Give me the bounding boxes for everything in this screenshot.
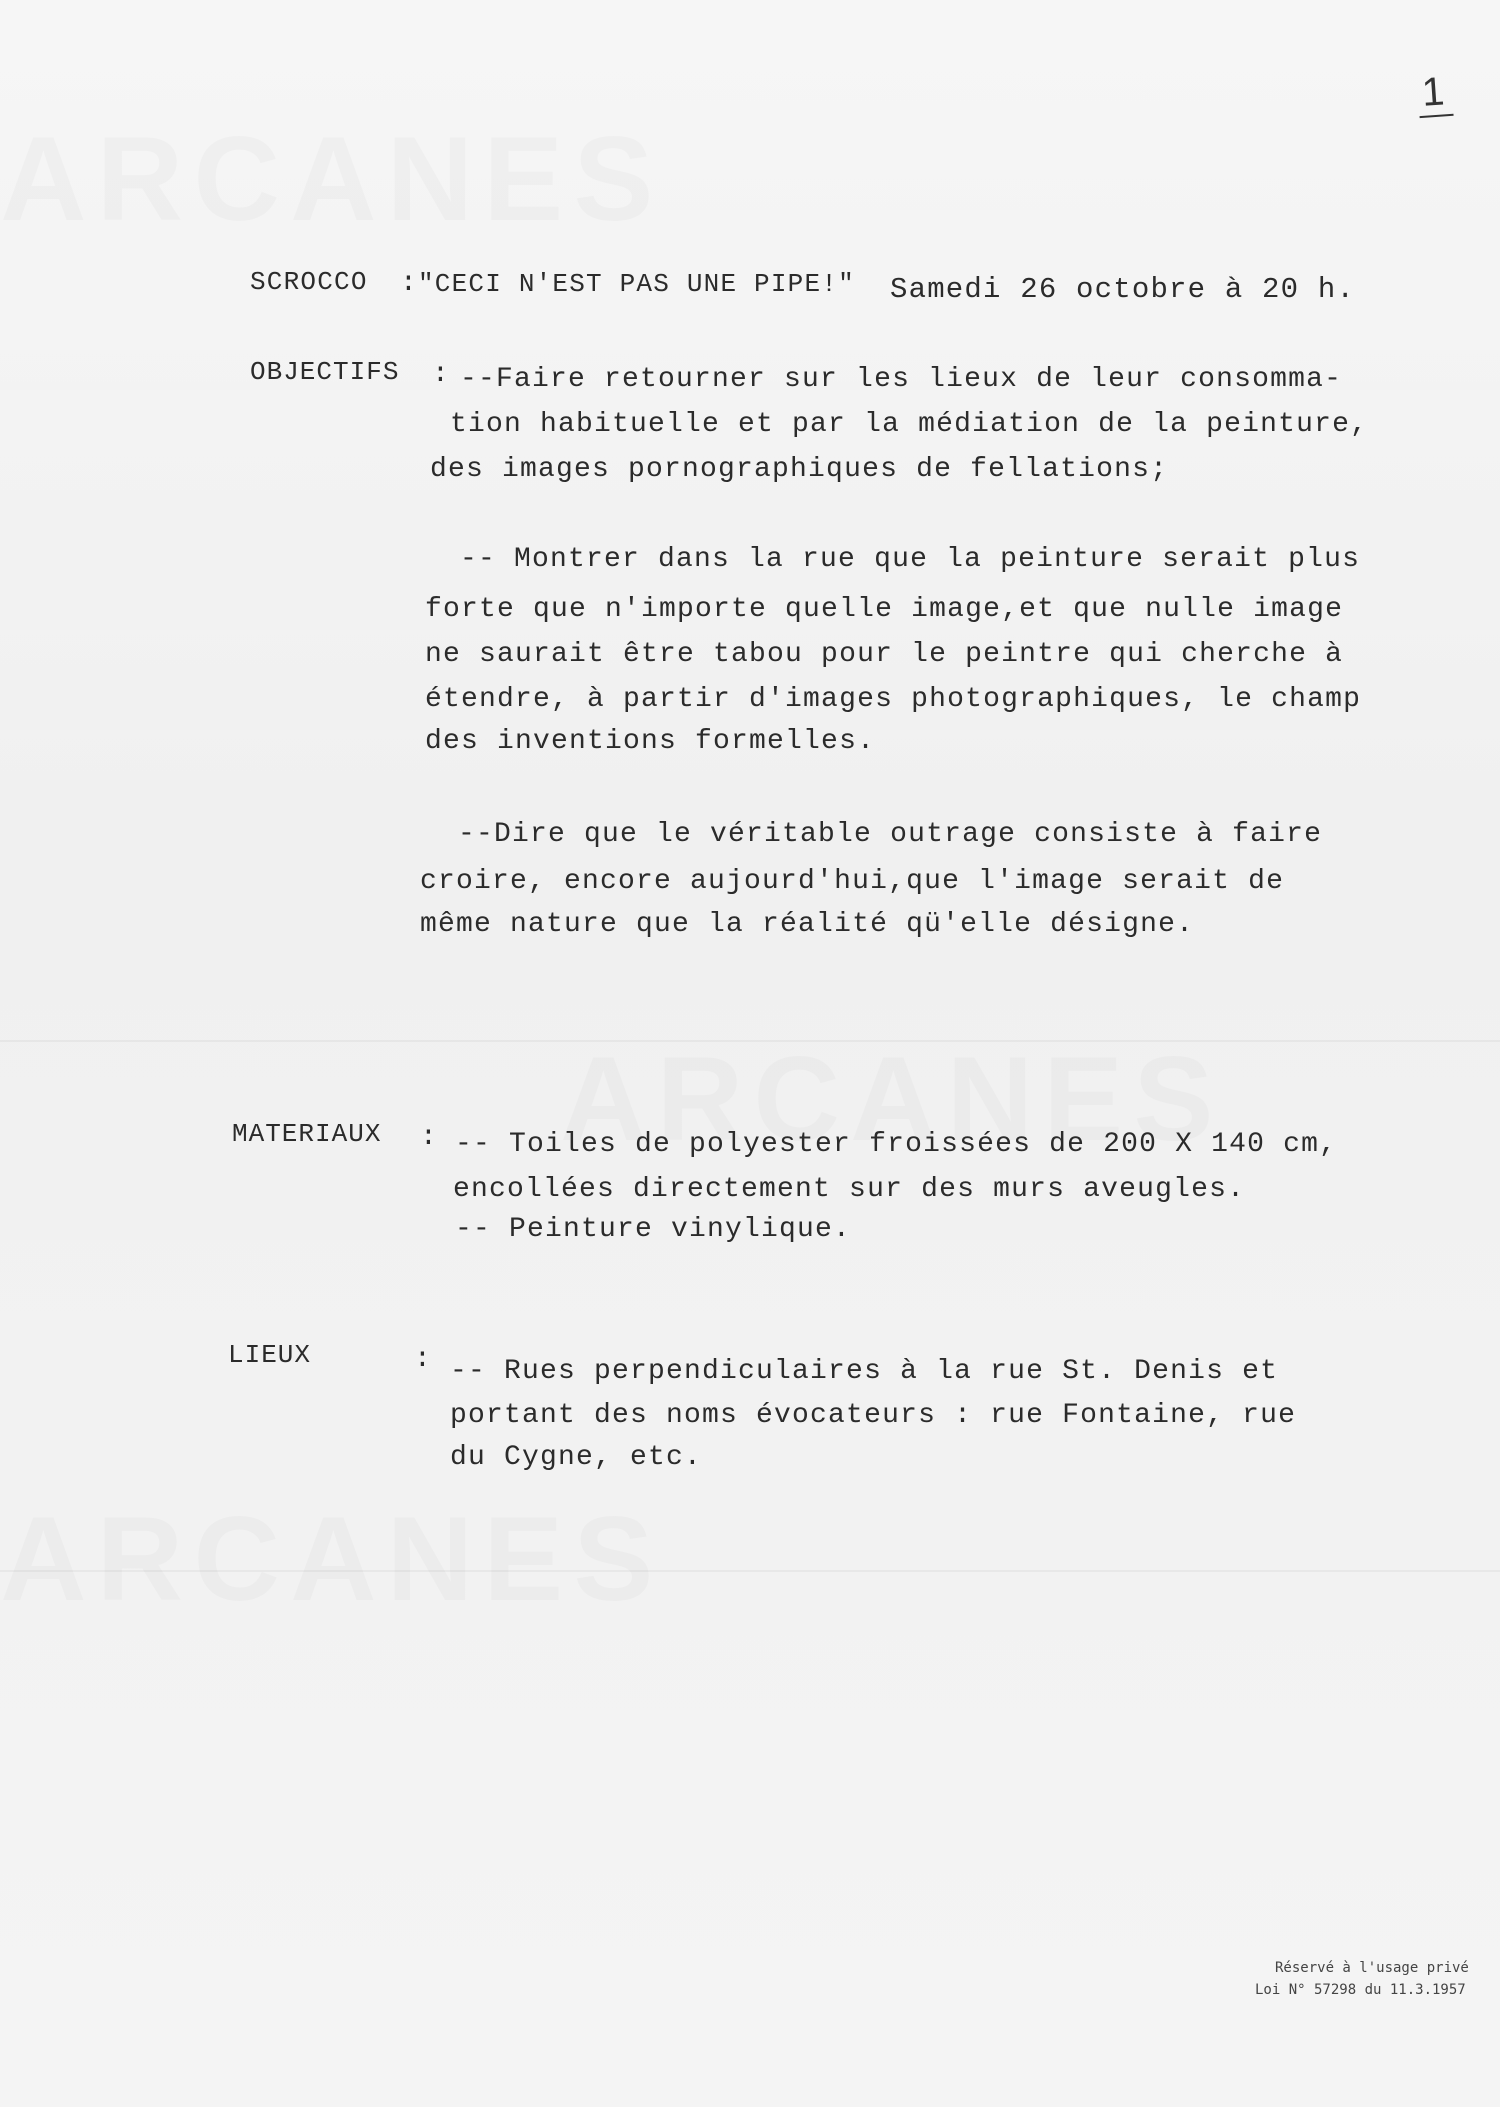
lieux-line-1: -- Rues perpendiculaires à la rue St. Denis et — [450, 1356, 1279, 1387]
objectifs-colon: : — [432, 359, 449, 390]
objectifs-p1-line-1: --Faire retourner sur les lieux de leur consomma- — [460, 364, 1343, 395]
lieux-line-3: du Cygne, etc. — [450, 1442, 703, 1473]
materiaux-colon: : — [420, 1122, 437, 1153]
lieux-label: LIEUX — [228, 1340, 312, 1370]
watermark-band — [0, 110, 1500, 248]
page-number: 1 — [1416, 69, 1453, 118]
objectifs-p3-line-2: croire, encore aujourd'hui,que l'image serait de — [420, 866, 1285, 897]
objectifs-p2-line-4: étendre, à partir d'images photographiques, le champ — [425, 684, 1362, 715]
objectifs-p3-line-1: --Dire que le véritable outrage consiste à faire — [458, 819, 1323, 850]
objectifs-p1-line-2: tion habituelle et par la médiation de la peinture, — [450, 409, 1369, 440]
footer-stamp-line-2: Loi N° 57298 du 11.3.1957 — [1255, 1982, 1466, 1998]
lieux-colon: : — [414, 1344, 431, 1375]
objectifs-label: OBJECTIFS — [250, 357, 400, 387]
header-colon: : — [400, 268, 417, 299]
materiaux-line-2: encollées directement sur des murs aveugles. — [453, 1174, 1246, 1205]
materiaux-line-3: -- Peinture vinylique. — [455, 1214, 852, 1245]
header-date: Samedi 26 octobre à 20 h. — [890, 273, 1356, 306]
objectifs-p2-line-5: des inventions formelles. — [425, 726, 876, 757]
lieux-line-2: portant des noms évocateurs : rue Fontaine, rue — [450, 1400, 1297, 1431]
watermark-band — [0, 1490, 1500, 1628]
objectifs-p2-line-1: -- Montrer dans la rue que la peinture serait plus — [460, 544, 1361, 575]
materiaux-line-1: -- Toiles de polyester froissées de 200 X 140 cm, — [455, 1129, 1338, 1160]
footer-stamp-line-1: Réservé à l'usage privé — [1275, 1960, 1469, 1976]
header-title: "CECI N'EST PAS UNE PIPE!" — [418, 269, 855, 299]
objectifs-p2-line-2: forte que n'importe quelle image,et que nulle image — [425, 594, 1344, 625]
objectifs-p3-line-3: même nature que la réalité qü'elle désigne. — [420, 909, 1195, 940]
header-label: SCROCCO — [250, 267, 368, 297]
materiaux-label: MATERIAUX — [232, 1119, 382, 1149]
fold-line — [0, 1040, 1500, 1042]
fold-line — [0, 1570, 1500, 1572]
objectifs-p1-line-3: des images pornographiques de fellations; — [430, 454, 1169, 485]
objectifs-p2-line-3: ne saurait être tabou pour le peintre qui cherche à — [425, 639, 1344, 670]
